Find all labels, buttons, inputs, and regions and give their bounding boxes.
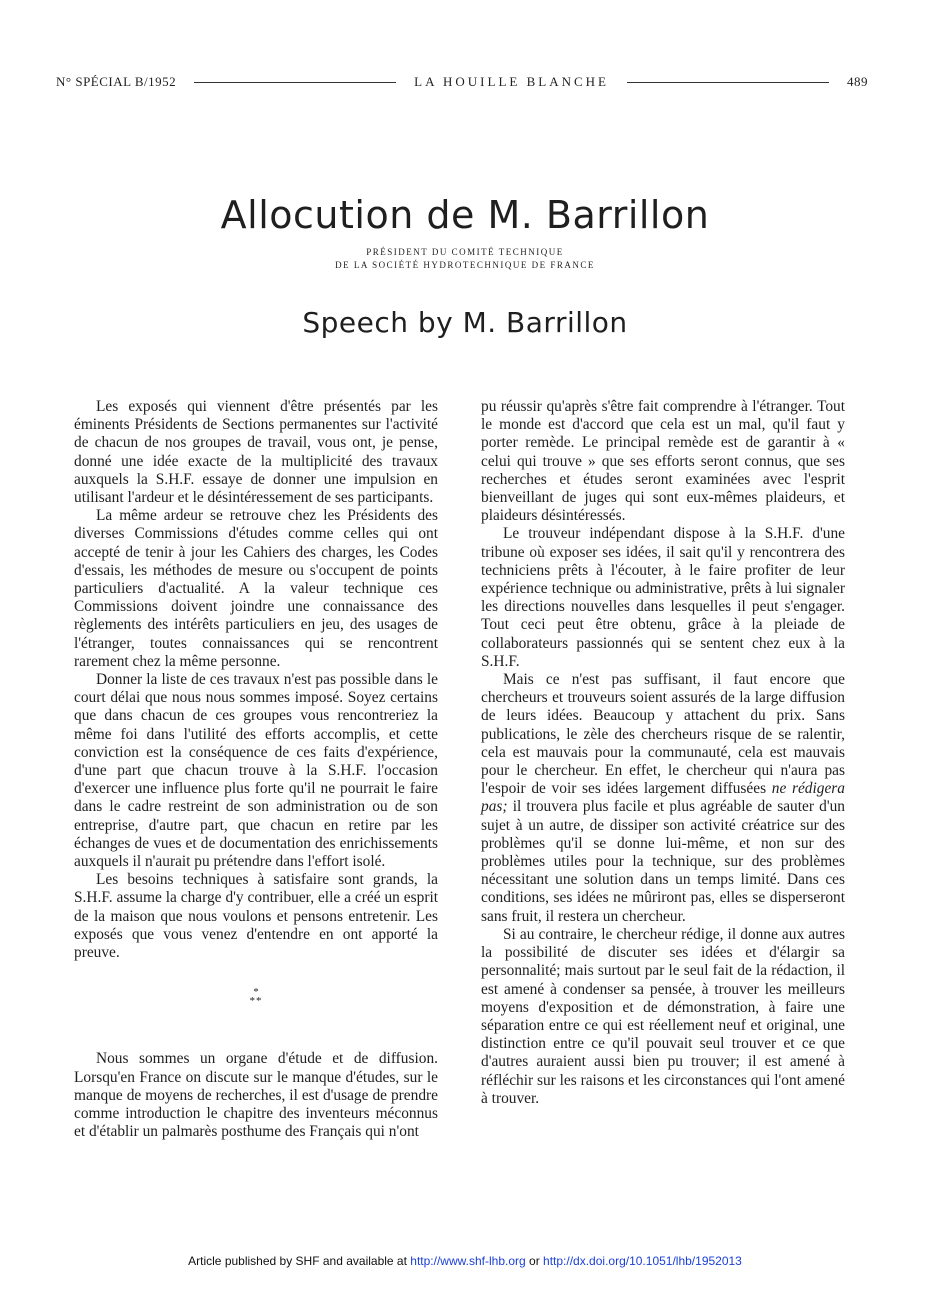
affiliation-line-2: DE LA SOCIÉTÉ HYDROTECHNIQUE DE FRANCE	[335, 260, 595, 270]
paragraph: Les exposés qui viennent d'être présentés par les éminents Présidents de Sections permanentes sur l'activité de chacun de nos groupes de travail, vous ont, je pense, donné une idée exacte de la multiplicité des travaux auxquels la S.H.F. essaye de donner une impulsion en utilisant l'ardeur et le désintéressement de ses participants.	[74, 398, 438, 507]
left-column	[74, 398, 438, 1141]
affiliation-line-1: PRÉSIDENT DU COMITÉ TECHNIQUE	[366, 247, 564, 257]
section-separator-asterism	[74, 988, 438, 1006]
journal-name: LA HOUILLE BLANCHE	[414, 74, 609, 89]
paragraph: Si au contraire, le chercheur rédige, il donne aux autres la possibilité de discuter ses idées et d'élargir sa personnalité; mais surtout par le seul fait de la rédaction, il est amené à condenser sa pensée, à trouver les meilleurs moyens d'exposition et de démonstration, à faire une séparation entre ce qui est réellement neuf et original, une distinction entre ce qu'il pouvait seul trouver et ce que d'autres auraient aussi bien pu trouver; il est amené à réfléchir sur les raisons et les circonstances qui l'ont amené à trouver.	[481, 925, 845, 1107]
doi-link[interactable]: http://dx.doi.org/10.1051/lhb/1952013	[543, 1254, 742, 1268]
paragraph: La même ardeur se retrouve chez les Présidents des diverses Commissions d'études comme celles qui ont accepté de tenir à jour les Cahiers des charges, les Codes d'essais, les méthodes de mesure ou s'occupent de points particuliers d'actualité. A la valeur technique ces Commissions doivent joindre une connaissance des règlements des intérêts particuliers en jeu, des usages de l'étranger, toutes connaissances qui se rencontrent rarement chez la même personne.	[74, 507, 438, 670]
paragraph-text: Mais ce n'est pas suffisant, il faut encore que chercheurs et trouveurs soient assurés de la large diffusion de leurs idées. Beaucoup y attachent du prix. Sans publications, le zèle des chercheurs risque de se ralentir, cela est mauvais pour la communauté, cela est mauvais pour le chercheur. En effet, le chercheur qui n'aura pas l'espoir de voir ses idées largement diffusées	[481, 671, 845, 798]
page-number: 489	[847, 74, 869, 89]
issue-number: N° SPÉCIAL B/1952	[56, 74, 177, 89]
running-header	[56, 72, 868, 92]
header-rule-right	[627, 82, 829, 83]
shf-website-link[interactable]: http://www.shf-lhb.org	[410, 1254, 526, 1268]
paragraph-continued: pu réussir qu'après s'être fait comprendre à l'étranger. Tout le monde est d'accord que cela est un mal, qu'il faut y porter remède. Le principal remède est de garantir à « celui qui trouve » que ses efforts seront connus, que ses recherches et études seront examinées avec l'esprit bienveillant de juges qui sont eux-mêmes plaideurs, et plaideurs désintéressés.	[481, 398, 845, 525]
paragraph: Nous sommes un organe d'étude et de diffusion. Lorsqu'en France on discute sur le manque d'études, sur le manque de moyens de recherches, il est d'usage de prendre comme introduction le chapitre des inventeurs méconnus et d'établir un palmarès posthume des Français qui n'ont	[74, 1050, 438, 1141]
english-title: Speech by M. Barrillon	[302, 306, 628, 339]
italic-phrase: ne rédigera pas;	[481, 780, 845, 816]
asterism-top: *	[253, 986, 259, 999]
asterism-bottom: **	[249, 995, 263, 1008]
paragraph: Les besoins techniques à satisfaire sont grands, la S.H.F. assume la charge d'y contribuer, elle a créé un esprit de la maison que nous voulons et pensons entretenir. Les exposés que vous venez d'entendre en ont apporté la preuve.	[74, 871, 438, 962]
footer-text-or: or	[529, 1254, 540, 1268]
paragraph	[481, 671, 845, 926]
paragraph-text: il trouvera plus facile et plus agréable de sauter d'un sujet à un autre, de dissiper son activité créatrice sur des problèmes qu'il se donne lui-même, et non sur des problèmes utiles pour la technique, sur des problèmes nécessitant une solution dans un temps limité. Dans ces conditions, ses idées ne mûriront pas, elles se disperseront sans fruit, il restera un chercheur.	[481, 798, 845, 925]
article-title: Allocution de M. Barrillon	[220, 193, 710, 237]
right-column	[481, 398, 845, 1108]
publication-footer	[0, 1254, 930, 1268]
footer-text: Article published by SHF and available at	[188, 1254, 407, 1268]
paragraph: Donner la liste de ces travaux n'est pas possible dans le court délai que nous nous sommes imposé. Soyez certains que dans chacun de ces groupes vous rencontreriez la même foi dans l'utilité des efforts accomplis, et cette conviction est la conséquence de ces faits d'expérience, d'une part que chacun trouve à la S.H.F. l'occasion d'exercer une influence plus forte qu'il ne pourrait le faire dans le cadre restreint de son administration ou de son entreprise, d'autre part, que chacun en retire par les échanges de vues et de documentation des enrichissements auxquels il n'aurait pu prétendre dans l'effort isolé.	[74, 671, 438, 871]
author-affiliation	[0, 246, 930, 272]
header-rule-left	[194, 82, 396, 83]
paragraph: Le trouveur indépendant dispose à la S.H.F. d'une tribune où exposer ses idées, il sait qu'il y rencontrera des techniciens prêts à l'écouter, à le faire profiter de leur expérience technique ou administrative, prêts à lui signaler les directions nouvelles dans lesquelles il peut s'engager. Tout ceci peut être obtenu, grâce à la pleiade de collaborateurs passionnés qui se sentent chez eux à la S.H.F.	[481, 525, 845, 670]
